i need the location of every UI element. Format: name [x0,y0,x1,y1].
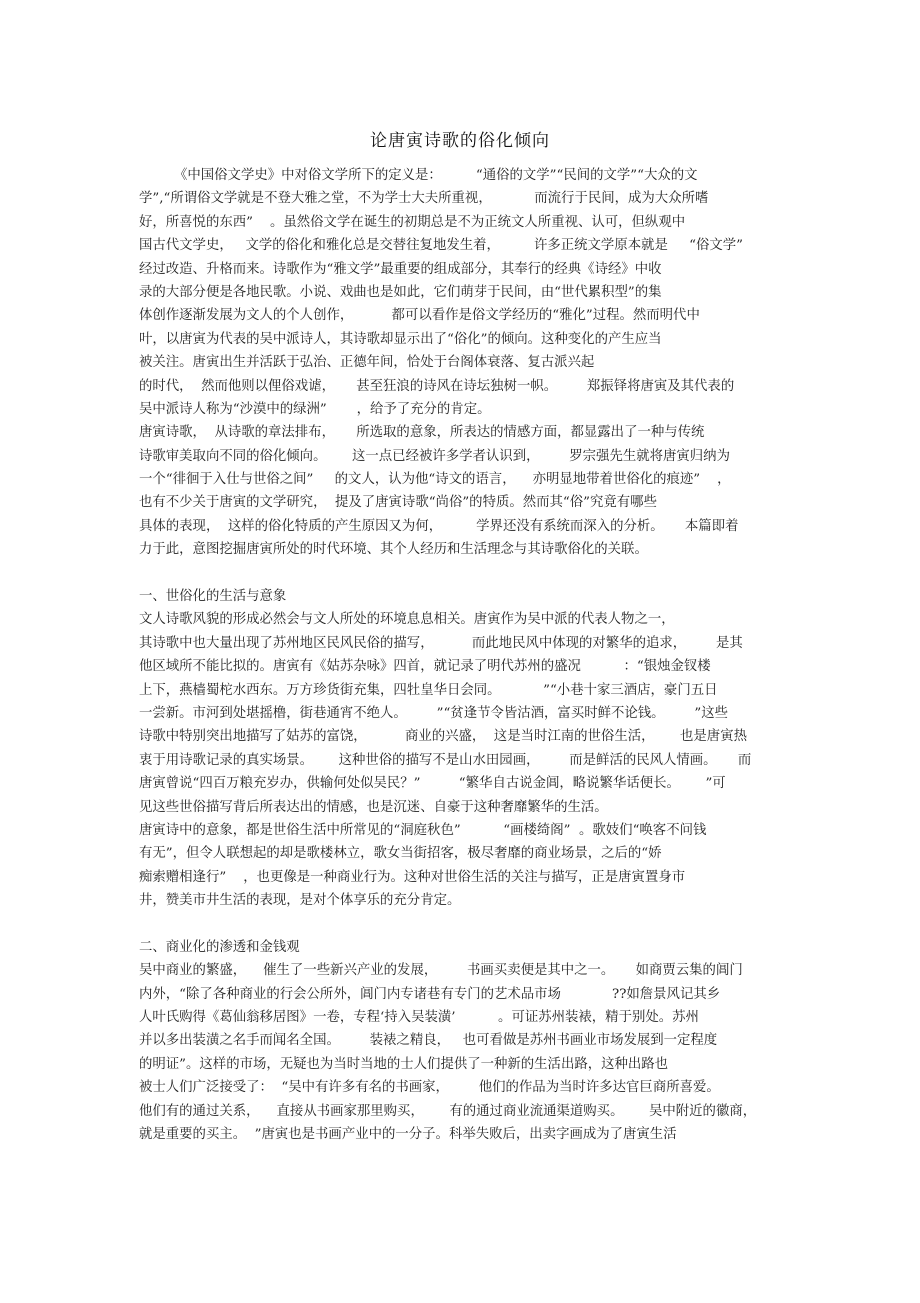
section-heading: 一、世俗化的生活与意象 [139,589,287,605]
text-line: 叶，以唐寅为代表的吴中派诗人，其诗歌却显示出了“俗化”的倾向。这种变化的产生应当 [139,331,662,347]
text-line: 也有不少关于唐寅的文学研究， 提及了唐寅诗歌“尚俗”的特质。然而其“俗”究竟有哪些 [139,495,657,511]
text-line: 《中国俗文学史》中对俗文学所下的定义是： “通俗的文学”“民间的文学”“大众的文 [174,168,698,183]
text-line: 其诗歌中也大量出现了苏州地区民风民俗的描写， 而此地民风中体现的对繁华的追求， 是其 [139,635,743,651]
text-line: 好，所喜悦的东西” 。虽然俗文学在诞生的初期总是不为正统文人所重视、认可，但纵观中 [139,214,686,230]
text-line: 人叶氏购得《葛仙翁移居图》一卷，专程‘持入吴装潢’ 。可证苏州装裱，精于别处。苏州 [139,1010,699,1026]
text-line: 文人诗歌风貌的形成必然会与文人所处的环境息息相关。唐寅作为吴中派的代表人物之一， [139,612,675,628]
text-line: 衷于用诗歌记录的真实场景。 这种世俗的描写不是山水田园画， 而是鲜活的民风人情画。 而 [139,752,752,768]
text-line: 被士人们广泛接受了： “吴中有许多有名的书画家， 他们的作品为当时许多达官巨商所喜爱。 [139,1080,720,1096]
text-line: 痴索赠相逢行” ，也更像是一种商业行为。这种对世俗生活的关注与描写，正是唐寅置身市 [139,869,686,885]
text-line: 唐寅诗歌， 从诗歌的章法排布， 所选取的意象，所表达的情感方面，都显露出了一种与传统 [139,425,705,441]
section-1 [139,585,799,912]
text-line: 就是重要的买主。 ”唐寅也是书画产业中的一分子。科举失败后，出卖字画成为了唐寅生活 [139,1127,677,1143]
paragraph-gap [139,562,799,585]
text-line: 诗歌中特别突出地描写了姑苏的富饶， 商业的兴盛， 这是当时江南的世俗生活， 也是唐寅热 [139,729,747,745]
text-line: 诗歌审美取向不同的俗化倾向。 这一点已经被许多学者认识到， 罗宗强先生就将唐寅归纳为 [139,448,730,464]
intro-section [139,164,799,562]
paragraph-gap [139,913,799,936]
text-line: 一尝新。市河到处堪摇橹，街巷通宵不绝人。 ”“贫逢节令皆沽酒，富买时鲜不论钱。 ”这些 [139,705,728,721]
section-2 [139,936,799,1147]
section-heading: 二、商业化的渗透和金钱观 [139,939,300,955]
text-line: 并以多出装潢之名手而闻名全国。 装裱之精良， 也可看做是苏州书画业市场发展到一定程度 [139,1033,718,1049]
text-line: 唐寅曾说“四百万粮充岁办，供输何处似吴民？” “繁华自古说金阊，略说繁华话便长。 ”可 [139,776,726,792]
text-line: 具体的表现， 这样的俗化特质的产生原因又为何， 学界还没有系统而深入的分析。 本篇即着 [139,518,739,534]
text-line: 的时代， 然而他则以俚俗戏谑， 甚至狂浪的诗风在诗坛独树一帜。 郑振铎将唐寅及其代表的 [139,378,735,394]
text-line: 他区域所不能比拟的。唐寅有《姑苏杂咏》四首，就记录了明代苏州的盛况 ：“银烛金钗楼 [139,659,711,675]
text-line: 一个“徘徊于入仕与世俗之间” 的文人，认为他“诗文的语言， 亦明显地带着世俗化的痕迹” ， [139,472,731,488]
text-line: 体创作逐渐发展为文人的个人创作， 都可以看作是俗文学经历的“雅化”过程。然而明代中 [139,308,700,324]
text-line: 见这些世俗描写背后所表达出的情感，也是沉迷、自豪于这种奢靡繁华的生活。 [139,799,608,815]
text-line: 上下，燕樯蜀柁水西东。万方珍货街充集，四牡皇华日会同。 ”“小巷十家三酒店，豪门五日 [139,682,718,698]
text-line: 国古代文学史， 文学的俗化和雅化总是交替往复地发生着， 许多正统文学原本就是 “俗文学” [139,238,744,254]
text-line: 被关注。唐寅出生并活跃于弘治、正德年间，恰处于台阁体衰落、复古派兴起 [139,355,595,371]
text-line: 他们有的通过关系， 直接从书画家那里购买， 有的通过商业流通渠道购买。 吴中附近的徽商， [139,1103,757,1119]
text-line: 井，赞美市井生活的表现，是对个体享乐的充分肯定。 [139,893,461,909]
document-body [139,164,799,1146]
text-line: 吴中派诗人称为“沙漠中的绿洲” ，给予了充分的肯定。 [139,401,491,417]
text-line: 有无”，但令人联想起的却是歌楼林立，歌女当街招客，极尽奢靡的商业场景，之后的“娇 [139,846,662,862]
text-line: 内外，“除了各种商业的行会公所外，阊门内专诸巷有专门的艺术品市场 ??如詹景风记其乡 [139,986,721,1002]
text-line: 力于此，意图挖掘唐寅所处的时代环境、其个人经历和生活理念与其诗歌俗化的关联。 [139,542,648,558]
text-line: 录的大部分便是各地民歌。小说、戏曲也是如此，它们萌芽于民间，由“世代累积型”的集 [139,284,662,300]
text-line: 吴中商业的繁盛， 催生了一些新兴产业的发展， 书画买卖便是其中之一。 如商贾云集的阊门 [139,963,743,979]
text-line: 经过改造、升格而来。诗歌作为“雅文学”最重要的组成部分，其奉行的经典《诗经》中收 [139,261,662,277]
document-title: 论唐寅诗歌的俗化倾向 [370,131,550,151]
text-line: 唐寅诗中的意象，都是世俗生活中所常见的“洞庭秋色” “画楼绮阁” 。歌妓们“唤客不问钱 [139,822,707,838]
text-line: 学”,“所谓俗文学就是不登大雅之堂，不为学士大夫所重视， 而流行于民间，成为大众所嗜 [139,191,709,207]
text-line: 的明证”。这样的市场，无疑也为当时当地的士人们提供了一种新的生活出路，这种出路也 [139,1056,669,1072]
